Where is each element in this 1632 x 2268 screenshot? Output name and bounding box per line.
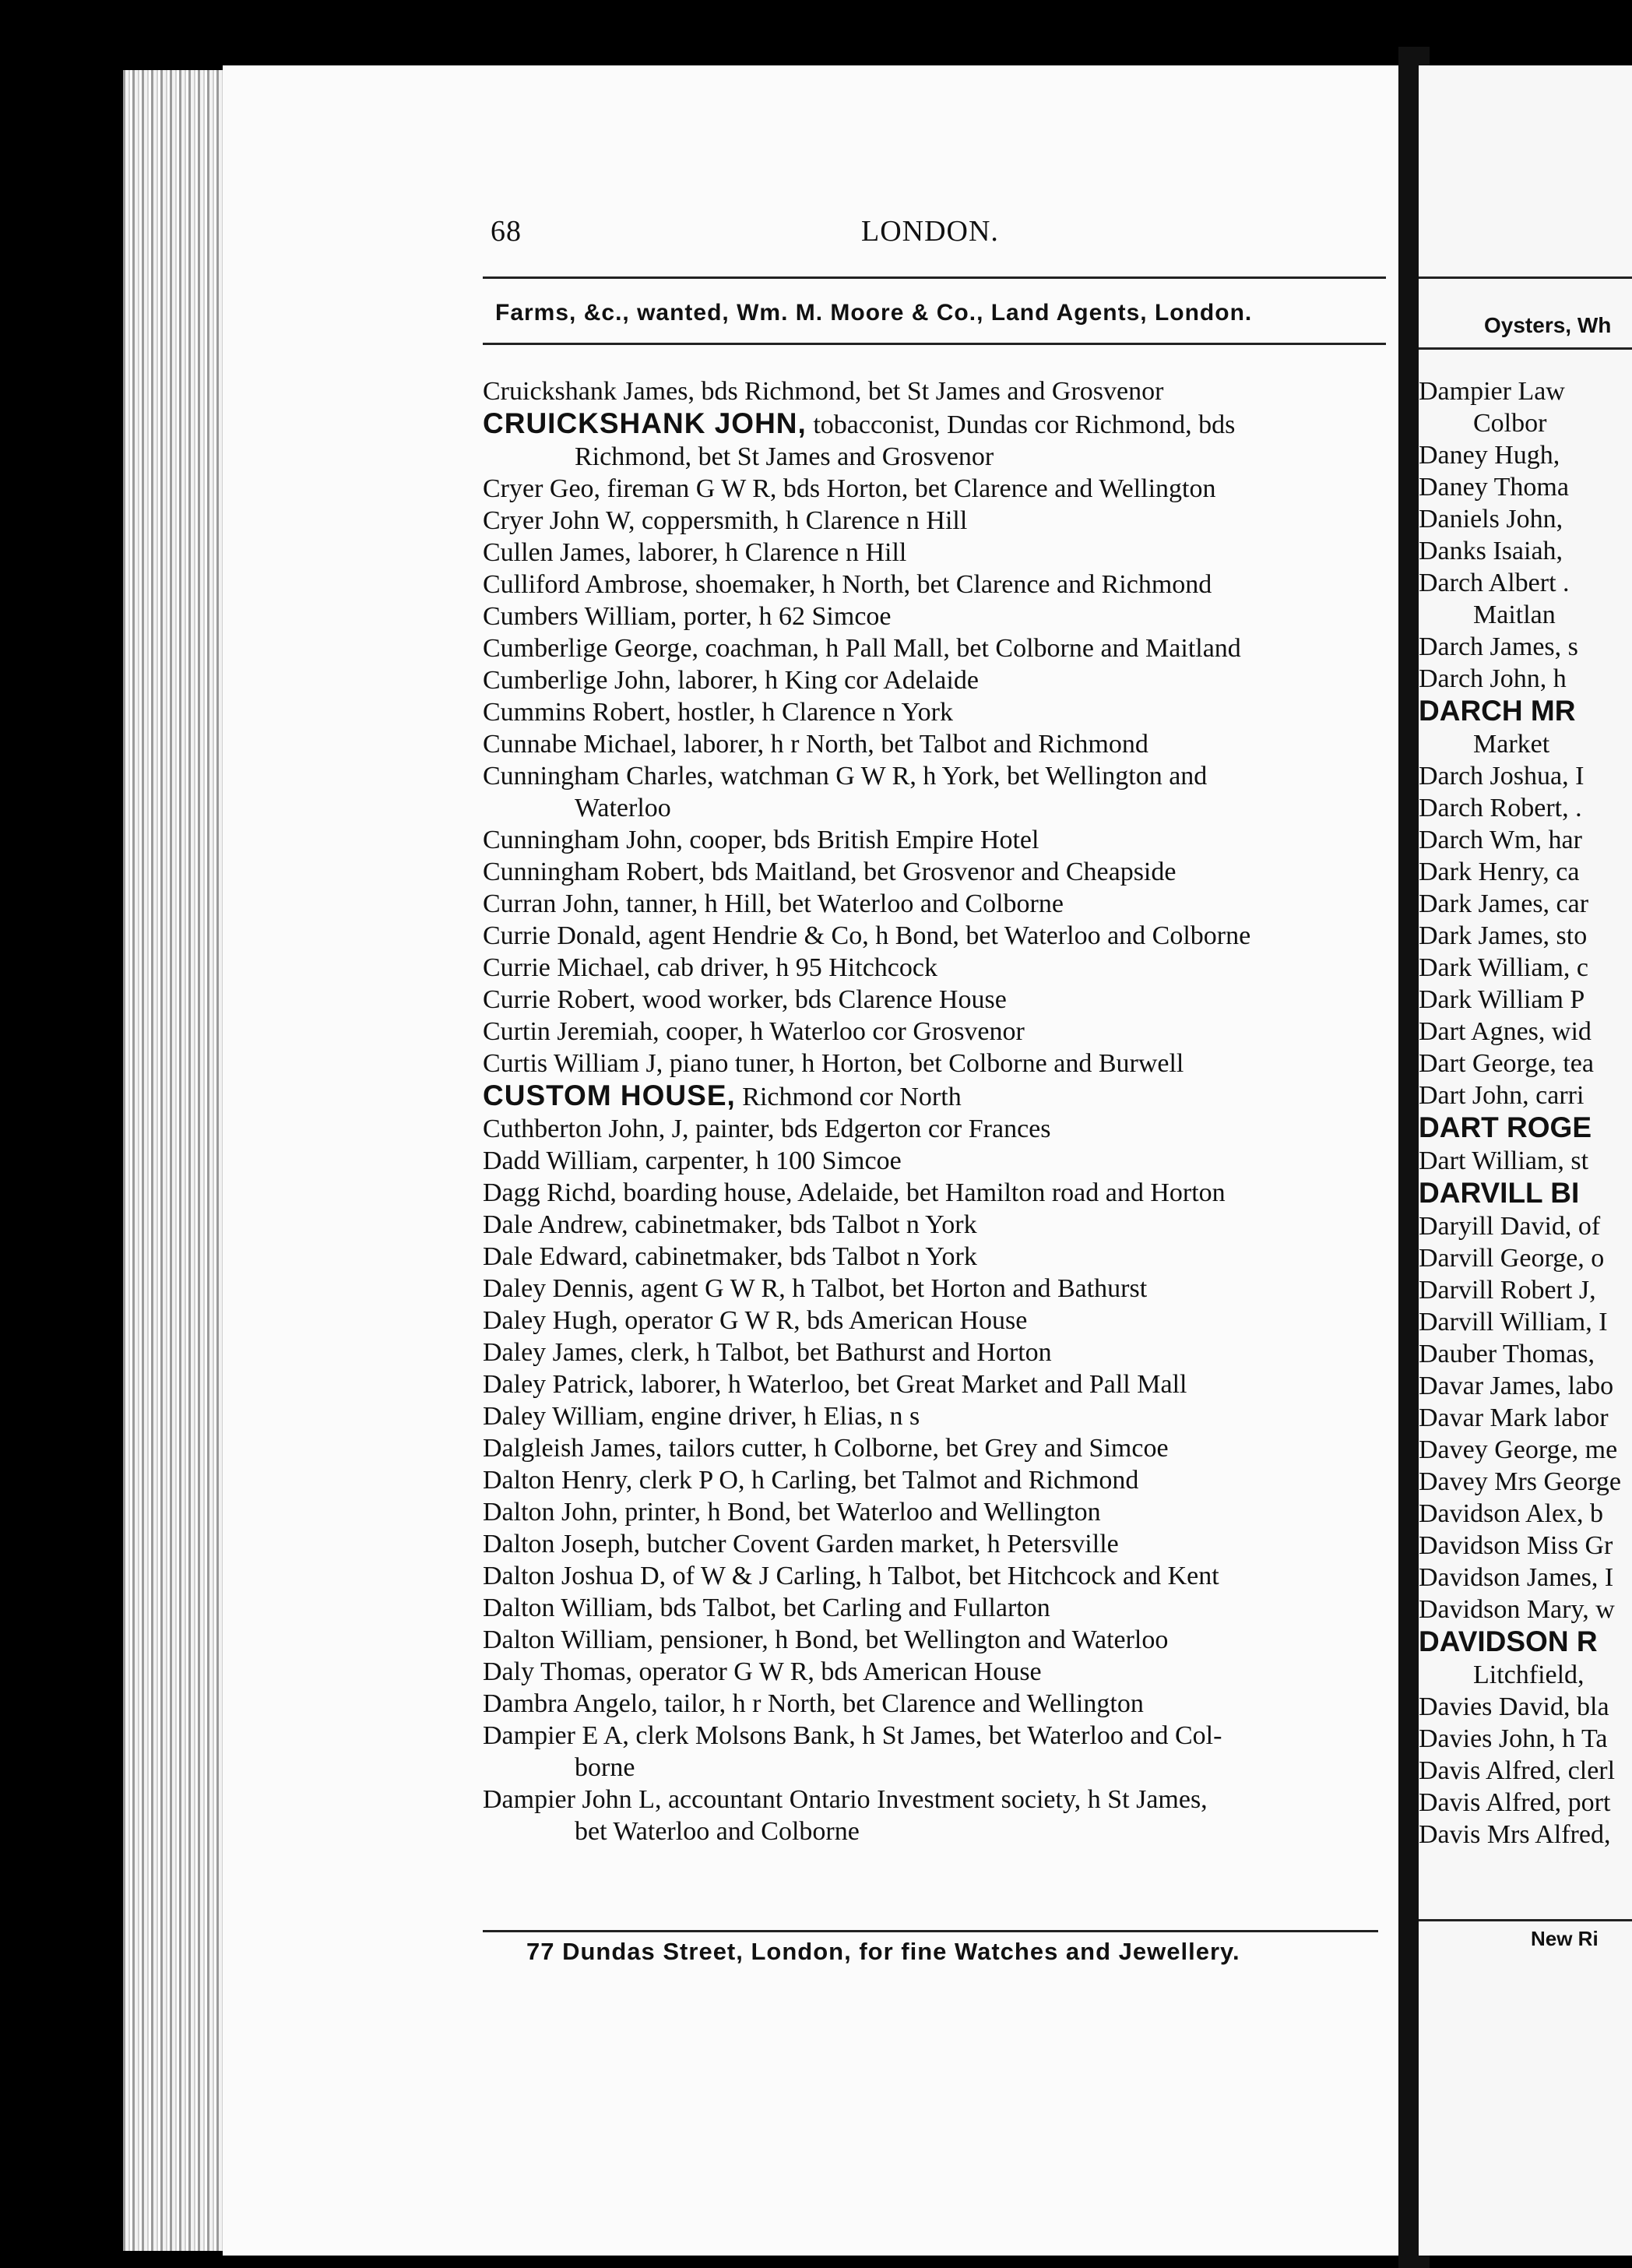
entry-continuation: Waterloo [575, 794, 671, 822]
directory-entry [483, 1241, 1394, 1273]
right-entry-text: Davar Mark labor [1419, 1403, 1609, 1432]
right-directory-entry [1419, 567, 1632, 599]
directory-entry [483, 1177, 1394, 1209]
banner-rule-bottom [483, 1930, 1378, 1932]
right-entry-text: Darvill William, I [1419, 1308, 1608, 1336]
directory-entry [483, 1432, 1394, 1464]
directory-entry [483, 1464, 1394, 1496]
right-entry-text: Colbor [1473, 409, 1547, 438]
right-entry-bold-name: DARVILL BI [1419, 1177, 1580, 1209]
right-entry-text: Market [1473, 730, 1550, 759]
right-entry-text: Davidson James, I [1419, 1563, 1614, 1592]
entry-text: Cryer Geo, fireman G W R, bds Horton, bet Clarence and Wellington [483, 474, 1216, 503]
entry-text: Cumbers William, porter, h 62 Simcoe [483, 602, 892, 631]
right-entry-text: Davies David, bla [1419, 1692, 1609, 1721]
directory-entry [483, 1560, 1394, 1592]
right-entry-text: Dampier Law [1419, 377, 1565, 406]
right-directory-entry [1419, 728, 1632, 760]
entry-text: Cumberlige George, coachman, h Pall Mall, bet Colborne and Maitland [483, 634, 1241, 663]
entry-text: Curtis William J, piano tuner, h Horton, bet Colborne and Burwell [483, 1049, 1184, 1078]
right-directory-entry [1419, 1274, 1632, 1306]
directory-entry [483, 856, 1394, 888]
directory-entry [483, 1656, 1394, 1688]
right-directory-listing [1419, 375, 1632, 1851]
right-entry-bold-name: DAVIDSON R [1419, 1625, 1598, 1657]
right-entry-text: Darch Wm, har [1419, 826, 1582, 854]
entry-text: Daly Thomas, operator G W R, bds American House [483, 1657, 1042, 1686]
right-directory-entry [1419, 1625, 1632, 1659]
right-entry-text: Davey Mrs George [1419, 1467, 1621, 1496]
directory-entry [483, 375, 1394, 407]
right-entry-text: Darch Albert . [1419, 569, 1570, 597]
entry-continuation: Richmond, bet St James and Grosvenor [575, 442, 994, 471]
entry-text: Daley James, clerk, h Talbot, bet Bathurst and Horton [483, 1338, 1052, 1367]
directory-entry [483, 1273, 1394, 1305]
directory-entry [483, 696, 1394, 728]
entry-text: Currie Donald, agent Hendrie & Co, h Bond, bet Waterloo and Colborne [483, 921, 1251, 950]
entry-text: Cullen James, laborer, h Clarence n Hill [483, 538, 907, 567]
right-entry-text: Darvill George, o [1419, 1244, 1605, 1273]
right-directory-entry [1419, 535, 1632, 567]
entry-text: tobacconist, Dundas cor Richmond, bds [806, 410, 1236, 439]
directory-entry [483, 1113, 1394, 1145]
entry-text: Daley Hugh, operator G W R, bds American House [483, 1306, 1028, 1335]
right-directory-entry [1419, 1402, 1632, 1434]
right-entry-text: Daney Hugh, [1419, 441, 1560, 470]
entry-text: Cryer John W, coppersmith, h Clarence n Hill [483, 506, 968, 535]
right-directory-entry [1419, 1145, 1632, 1177]
right-entry-bold-name: DARCH MR [1419, 695, 1576, 727]
directory-entry [483, 537, 1394, 569]
right-directory-entry [1419, 1306, 1632, 1338]
right-bottom-advert-banner: New Ri [1531, 1927, 1599, 1950]
right-directory-entry [1419, 1787, 1632, 1819]
right-top-advert-banner: Oysters, Wh [1484, 313, 1612, 337]
entry-text: Dampier John L, accountant Ontario Investment society, h St James, [483, 1785, 1208, 1814]
right-entry-text: Darch Joshua, I [1419, 762, 1585, 791]
directory-entry [483, 407, 1394, 473]
directory-entry [483, 1209, 1394, 1241]
entry-text: Cunnabe Michael, laborer, h r North, bet Talbot and Richmond [483, 730, 1148, 759]
entry-bold-name: CRUICKSHANK JOHN, [483, 407, 807, 439]
entry-text: Dalton Henry, clerk P O, h Carling, bet Talmot and Richmond [483, 1466, 1139, 1495]
entry-text: Dalton Joshua D, of W & J Carling, h Talbot, bet Hitchcock and Kent [483, 1562, 1219, 1590]
right-directory-entry [1419, 663, 1632, 695]
right-directory-entry [1419, 1370, 1632, 1402]
right-entry-text: Davidson Miss Gr [1419, 1531, 1613, 1560]
right-entry-bold-name: DART ROGE [1419, 1111, 1592, 1143]
right-directory-entry [1419, 1562, 1632, 1594]
right-directory-entry [1419, 1434, 1632, 1466]
right-entry-text: Davidson Alex, b [1419, 1499, 1604, 1528]
right-directory-entry [1419, 599, 1632, 631]
directory-entry [483, 1048, 1394, 1079]
right-entry-text: Darch John, h [1419, 664, 1567, 693]
right-entry-text: Davey George, me [1419, 1435, 1618, 1464]
bottom-advert-banner: 77 Dundas Street, London, for fine Watches and Jewellery. [526, 1938, 1240, 1965]
entry-text: Dalton John, printer, h Bond, bet Waterloo and Wellington [483, 1498, 1101, 1527]
entry-text: Dalton William, pensioner, h Bond, bet Wellington and Waterloo [483, 1625, 1169, 1654]
right-banner-rule-bottom [1419, 1919, 1632, 1921]
entry-text: Dambra Angelo, tailor, h r North, bet Clarence and Wellington [483, 1689, 1144, 1718]
right-directory-entry [1419, 407, 1632, 439]
header-rule [483, 276, 1386, 279]
right-directory-entry [1419, 1755, 1632, 1787]
right-directory-entry [1419, 1048, 1632, 1079]
entry-continuation: borne [575, 1753, 635, 1782]
entry-text: Curtin Jeremiah, cooper, h Waterloo cor Grosvenor [483, 1017, 1025, 1046]
right-directory-entry [1419, 1111, 1632, 1145]
entry-text: Daley Dennis, agent G W R, h Talbot, bet Horton and Bathurst [483, 1274, 1148, 1303]
entry-text: Cunningham Charles, watchman G W R, h York, bet Wellington and [483, 762, 1208, 791]
directory-entry [483, 824, 1394, 856]
entry-text: Cuthberton John, J, painter, bds Edgerton cor Frances [483, 1115, 1051, 1143]
directory-entry [483, 1368, 1394, 1400]
right-directory-entry [1419, 1242, 1632, 1274]
entry-text: Dalton Joseph, butcher Covent Garden market, h Petersville [483, 1530, 1119, 1558]
directory-entry [483, 1305, 1394, 1336]
right-directory-entry [1419, 1466, 1632, 1498]
directory-entry [483, 1016, 1394, 1048]
top-advert-banner: Farms, &c., wanted, Wm. M. Moore & Co., Land Agents, London. [495, 300, 1253, 326]
entry-text: Dadd William, carpenter, h 100 Simcoe [483, 1146, 902, 1175]
entry-text: Cummins Robert, hostler, h Clarence n York [483, 698, 953, 727]
right-directory-entry [1419, 471, 1632, 503]
directory-entry [483, 920, 1394, 952]
right-entry-text: Dark James, sto [1419, 921, 1588, 950]
right-directory-entry [1419, 695, 1632, 728]
entry-text: Daley Patrick, laborer, h Waterloo, bet Great Market and Pall Mall [483, 1370, 1187, 1399]
directory-entry [483, 505, 1394, 537]
entry-continuation: bet Waterloo and Colborne [575, 1817, 860, 1846]
entry-text: Daley William, engine driver, h Elias, n s [483, 1402, 920, 1431]
directory-entry [483, 632, 1394, 664]
right-directory-entry [1419, 1210, 1632, 1242]
right-entry-text: Dark Henry, ca [1419, 858, 1580, 886]
directory-entry [483, 888, 1394, 920]
entry-text: Currie Robert, wood worker, bds Clarence House [483, 985, 1007, 1014]
right-entry-text: Davidson Mary, w [1419, 1595, 1615, 1624]
right-entry-text: Dark James, car [1419, 889, 1589, 918]
right-directory-entry [1419, 952, 1632, 984]
directory-entry [483, 1688, 1394, 1720]
right-directory-entry [1419, 439, 1632, 471]
entry-text: Richmond cor North [735, 1083, 962, 1111]
right-directory-entry [1419, 856, 1632, 888]
book-page-edges [123, 70, 232, 2251]
right-directory-entry [1419, 984, 1632, 1016]
right-entry-text: Daryill David, of [1419, 1212, 1601, 1241]
right-directory-entry [1419, 1016, 1632, 1048]
right-directory-entry [1419, 375, 1632, 407]
entry-text: Cruickshank James, bds Richmond, bet St James and Grosvenor [483, 377, 1164, 406]
directory-entry [483, 1336, 1394, 1368]
directory-entry [483, 728, 1394, 760]
directory-entry [483, 1496, 1394, 1528]
right-banner-rule-top [1419, 347, 1632, 350]
directory-entry [483, 600, 1394, 632]
directory-entry [483, 664, 1394, 696]
directory-entry [483, 569, 1394, 600]
directory-entry [483, 1400, 1394, 1432]
page-title: LONDON. [861, 215, 999, 248]
entry-text: Dalton William, bds Talbot, bet Carling and Fullarton [483, 1594, 1050, 1622]
right-directory-entry [1419, 1691, 1632, 1723]
entry-bold-name: CUSTOM HOUSE, [483, 1079, 736, 1111]
right-entry-text: Dart John, carri [1419, 1081, 1585, 1110]
right-directory-entry [1419, 1530, 1632, 1562]
directory-entry [483, 1528, 1394, 1560]
right-directory-entry [1419, 792, 1632, 824]
directory-entry [483, 1624, 1394, 1656]
directory-entry [483, 1720, 1394, 1784]
directory-entry [483, 952, 1394, 984]
right-entry-text: Dark William, c [1419, 953, 1588, 982]
right-directory-entry [1419, 1338, 1632, 1370]
entry-text: Dagg Richd, boarding house, Adelaide, bet Hamilton road and Horton [483, 1178, 1226, 1207]
right-directory-entry [1419, 1498, 1632, 1530]
entry-text: Cunningham John, cooper, bds British Empire Hotel [483, 826, 1039, 854]
directory-entry [483, 760, 1394, 824]
right-entry-text: Darch James, s [1419, 632, 1578, 661]
entry-text: Dampier E A, clerk Molsons Bank, h St James, bet Waterloo and Col- [483, 1721, 1222, 1750]
right-directory-entry [1419, 760, 1632, 792]
right-directory-entry [1419, 503, 1632, 535]
right-entry-text: Dart William, st [1419, 1146, 1589, 1175]
right-directory-entry [1419, 1819, 1632, 1851]
right-entry-text: Darch Robert, . [1419, 794, 1582, 822]
right-entry-text: Davis Alfred, port [1419, 1788, 1611, 1817]
right-entry-text: Daniels John, [1419, 505, 1563, 534]
directory-entry [483, 473, 1394, 505]
banner-rule-top [483, 343, 1386, 345]
right-header-rule [1419, 276, 1632, 279]
right-entry-text: Maitlan [1473, 600, 1556, 629]
directory-entry [483, 1784, 1394, 1847]
page-number: 68 [491, 215, 522, 248]
directory-entry [483, 1145, 1394, 1177]
right-entry-text: Dart Agnes, wid [1419, 1017, 1592, 1046]
entry-text: Dale Edward, cabinetmaker, bds Talbot n York [483, 1242, 977, 1271]
right-directory-entry [1419, 920, 1632, 952]
right-entry-text: Dauber Thomas, [1419, 1340, 1595, 1368]
directory-entry [483, 1592, 1394, 1624]
right-entry-text: Davis Mrs Alfred, [1419, 1820, 1611, 1849]
entry-text: Cumberlige John, laborer, h King cor Adelaide [483, 666, 979, 695]
right-entry-text: Davies John, h Ta [1419, 1724, 1608, 1753]
entry-text: Curran John, tanner, h Hill, bet Waterloo and Colborne [483, 889, 1064, 918]
right-directory-entry [1419, 1079, 1632, 1111]
entry-text: Currie Michael, cab driver, h 95 Hitchcock [483, 953, 937, 982]
right-directory-entry [1419, 1659, 1632, 1691]
right-entry-text: Davis Alfred, clerl [1419, 1756, 1616, 1785]
directory-entry [483, 984, 1394, 1016]
right-entry-text: Darvill Robert J, [1419, 1276, 1596, 1305]
right-entry-text: Danks Isaiah, [1419, 537, 1563, 565]
right-entry-text: Dart George, tea [1419, 1049, 1594, 1078]
right-directory-entry [1419, 824, 1632, 856]
entry-text: Culliford Ambrose, shoemaker, h North, bet Clarence and Richmond [483, 570, 1212, 599]
directory-entry [483, 1079, 1394, 1113]
right-entry-text: Davar James, labo [1419, 1372, 1614, 1400]
right-directory-entry [1419, 888, 1632, 920]
right-directory-entry [1419, 1177, 1632, 1210]
entry-text: Cunningham Robert, bds Maitland, bet Grosvenor and Cheapside [483, 858, 1177, 886]
right-directory-entry [1419, 1723, 1632, 1755]
entry-text: Dalgleish James, tailors cutter, h Colborne, bet Grey and Simcoe [483, 1434, 1169, 1463]
right-entry-text: Dark William P [1419, 985, 1585, 1014]
entry-text: Dale Andrew, cabinetmaker, bds Talbot n York [483, 1210, 977, 1239]
directory-listing [483, 375, 1394, 1847]
right-directory-entry [1419, 1594, 1632, 1625]
right-directory-entry [1419, 631, 1632, 663]
right-entry-text: Litchfield, [1473, 1660, 1585, 1689]
right-entry-text: Daney Thoma [1419, 473, 1569, 502]
